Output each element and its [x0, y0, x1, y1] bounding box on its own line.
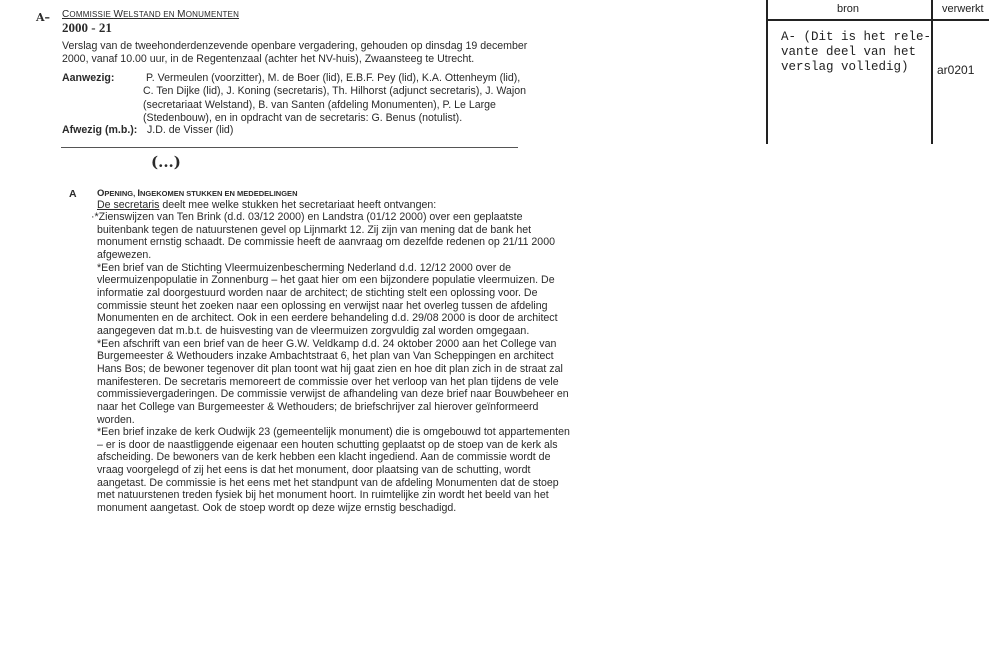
section-letter: A	[69, 188, 77, 200]
org-part: ELSTAND EN	[123, 10, 178, 19]
source-note	[781, 30, 931, 75]
margin-mark: A–	[36, 11, 51, 24]
body-line: manifesteren. De secretaris memoreert de commissie over het verloop van het plan tijdens de vele	[97, 375, 559, 388]
table-border	[766, 0, 768, 144]
present-line: P. Vermeulen (voorzitter), M. de Boer (lid), E.B.F. Pey (lid), K.A. Ottenheym (lid),	[146, 72, 521, 84]
body-line: vraag voorgelegd of zij het eens is dat het monument, door plaatsing van de schutting, wordt	[97, 464, 531, 477]
body-line: buitenbank tegen de natuurstenen gevel op Lijnmarkt 12. Zij zijn van mening dat de bank het	[97, 223, 532, 236]
present-line: C. Ten Dijke (lid), J. Koning (secretaris), Th. Hilhorst (adjunct secretaris), J. Wajon	[143, 85, 527, 98]
intro-text	[62, 40, 527, 66]
body-line: worden.	[97, 413, 135, 426]
body-line: aangegeven dat m.b.t. de huisvesting van de vleermuizen zorgvuldig zal worden omgegaan.	[97, 324, 530, 337]
title-part: PENING,	[104, 189, 138, 198]
body-line: afgewezen.	[97, 248, 152, 261]
body-line: – er is door de naastliggende eigenaar een houten schutting geplaatst op de stoep van de kerk als	[97, 438, 558, 451]
absent-label: Afwezig (m.b.):	[62, 124, 138, 136]
title-initial: O	[97, 188, 105, 199]
body-line: met natuurstenen treden fysiek bij het monument hoort. In ruimtelijke zin wordt het beeld van het	[97, 489, 549, 502]
absent-list: J.D. de Visser (lid)	[147, 124, 234, 136]
present-line: (Stedenbouw), en in opdracht van de secretaris: G. Benus (notulist).	[143, 112, 463, 125]
body-line: Hans Bos; de bewoner tegenover dit plan toont wat hij gaat zien en hoe dit plan zich in de straat zal	[97, 362, 563, 375]
subject: De secretaris	[97, 199, 160, 211]
present-label: Aanwezig:	[62, 72, 115, 84]
org-part: ONUMENTEN	[185, 10, 240, 19]
note-line: vante deel van het	[781, 45, 917, 59]
body-line: *Een brief van de Stichting Vleermuizenbescherming Nederland d.d. 12/12 2000 over de	[97, 261, 512, 274]
org-part: OMMISSIE	[69, 10, 114, 19]
intro-line: Verslag van de tweehonderdenzevende openbare vergadering, gehouden op dinsdag 19 december	[62, 40, 528, 52]
body-line: *Een brief inzake de kerk Oudwijk 23 (gemeentelijk monument) die is omgebouwd tot appartementen	[97, 426, 570, 439]
body-line: afscheiding. De bewoners van de kerk hebben een klacht ingediend. Aan de commissie wordt de	[97, 451, 551, 464]
body-line: aangetast. De commissie is het eens met het standpunt van de afdeling Monumenten dat de stoep	[97, 476, 559, 489]
section-body	[91, 211, 570, 515]
intro-line: 2000, vanaf 10.00 uur, in de Regentenzaal (achter het NV-huis), Zwaansteeg te Utrecht.	[62, 53, 475, 65]
org-initial: W	[113, 9, 124, 20]
subject-rest: deelt mee welke stukken het secretariaat heeft ontvangen:	[159, 199, 437, 211]
organisation-name	[62, 9, 239, 20]
body-line: Burgemeester & Wethouders inzake Ambachtstraat 6, het plan van Van Scheppingen en architect	[97, 350, 554, 363]
table-border	[767, 19, 989, 21]
processed-code: ar0201	[937, 63, 975, 77]
body-line: commissie steunt het zoeken naar een oplossing en verwijst naar het overleg tussen de afdeling	[97, 299, 548, 312]
org-initial: C	[62, 9, 70, 20]
org-initial: M	[177, 9, 186, 20]
omission-mark: (...)	[151, 153, 181, 171]
note-line: A- (Dit is het rele-	[781, 30, 932, 44]
table-border	[931, 0, 933, 144]
present-line: (secretariaat Welstand), B. van Santen (afdeling Monumenten), P. Le Large	[143, 98, 496, 111]
note-line: verslag volledig)	[781, 60, 909, 74]
column-header-source: bron	[837, 3, 860, 15]
body-line: ·*Zienswijzen van Ten Brink (d.d. 03/12 2000) en Landstra (01/12 2000) over een geplaatste	[91, 211, 523, 223]
title-initial: I	[137, 188, 140, 199]
body-line: *Een afschrift van een brief van de heer G.W. Veldkamp d.d. 24 oktober 2000 aan het College van	[97, 337, 557, 350]
body-line: naar het College van Burgemeester & Wethouders; de briefschrijver zal hierover geïnformeerd	[97, 400, 539, 413]
column-header-processed: verwerkt	[942, 3, 984, 15]
body-line: vleermuizenpopulatie in Zonnenburg – het gaat hier om een bijzondere populatie vleermuizen. De	[97, 274, 555, 287]
body-line: monument ernstig schaadt. De commissie heeft de aanvraag om dezelfde redenen op 21/11 2000	[97, 236, 555, 249]
section-title	[97, 188, 297, 199]
body-line: monument aangetast. Ook de stoep wordt op deze wijze ernstig beschadigd.	[97, 502, 457, 515]
section-intro	[97, 199, 436, 212]
body-line: Monumenten en de architect. Ook in een eerdere behandeling d.d. 29/08 2000 is door de architect	[97, 312, 558, 325]
present-list	[143, 72, 526, 126]
body-line: commissievergaderingen. De commissie verwijst de afhandeling van deze brief naar Bouwbeheer en	[97, 388, 569, 401]
title-part: NGEKOMEN STUKKEN EN MEDEDELINGEN	[139, 189, 298, 198]
divider	[61, 147, 518, 148]
meeting-number: 2000 - 21	[62, 20, 112, 35]
body-line: informatie zal doorgestuurd worden naar de architect; de stichting stelt een oplossing voor. De	[97, 286, 538, 299]
